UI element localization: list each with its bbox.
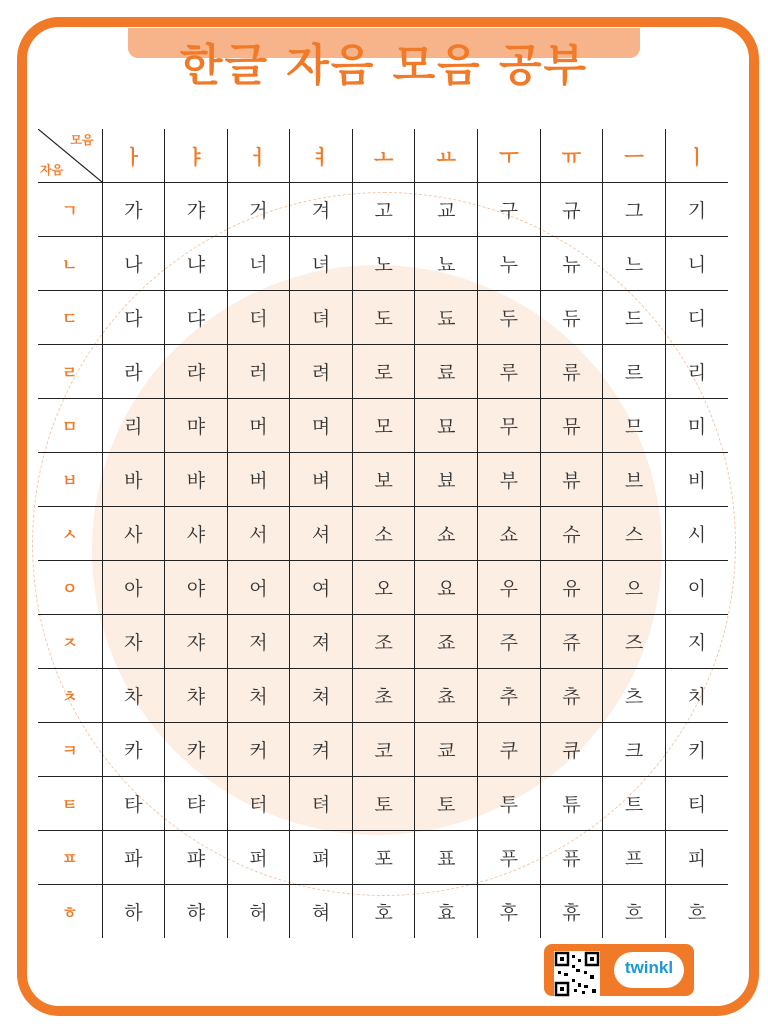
consonant-header: ㄴ: [38, 237, 102, 291]
syllable-cell: 푸: [478, 831, 541, 885]
syllable-cell: 트: [603, 777, 666, 831]
syllable-cell: 허: [227, 885, 290, 939]
syllable-cell: 카: [102, 723, 165, 777]
page-title: 한글 자음 모음 공부: [180, 40, 588, 91]
syllable-cell: 켜: [290, 723, 353, 777]
consonant-header: ㅎ: [62, 903, 78, 922]
syllable-cell: 뉴: [540, 237, 603, 291]
syllable-cell: 다: [102, 291, 165, 345]
syllable-cell: 탸: [165, 777, 228, 831]
vowel-header: ㅜ: [478, 129, 541, 183]
syllable-row: [38, 831, 728, 885]
syllable-cell: 갸: [165, 183, 228, 237]
syllable-cell: 캬: [165, 723, 228, 777]
syllable-cell: 츄: [540, 669, 603, 723]
syllable-cell: 흐: [665, 885, 728, 939]
syllable-row: [38, 183, 728, 237]
consonant-header: ㅈ: [38, 615, 102, 669]
syllable-cell: 가: [102, 183, 165, 237]
syllable-cell: 호: [352, 885, 415, 939]
syllable-cell: 보: [352, 453, 415, 507]
syllable-cell: 튜: [540, 777, 603, 831]
syllable-cell: 로: [352, 345, 415, 399]
syllable-cell: 무: [478, 399, 541, 453]
syllable-cell: 먀: [165, 399, 228, 453]
syllable-cell: 치: [665, 669, 728, 723]
vowel-axis-label: 모음: [70, 133, 94, 147]
syllable-cell: 뱌: [165, 453, 228, 507]
syllable-cell: 터: [227, 777, 290, 831]
syllable-cell: 르: [603, 345, 666, 399]
syllable-cell: 누: [478, 237, 541, 291]
syllable-row: [38, 777, 728, 831]
syllable-cell: 뵤: [415, 453, 478, 507]
syllable-cell: 그: [603, 183, 666, 237]
syllable-cell: 파: [102, 831, 165, 885]
syllable-cell: 므: [603, 399, 666, 453]
syllable-cell: 자: [102, 615, 165, 669]
consonant-header: ㄹ: [38, 345, 102, 399]
syllable-cell: 휴: [540, 885, 603, 939]
syllable-cell: 샤: [165, 507, 228, 561]
syllable-cell: 혀: [290, 885, 353, 939]
consonant-header: ㅇ: [38, 561, 102, 615]
syllable-cell: 기: [665, 183, 728, 237]
vowel-header: ㅗ: [352, 129, 415, 183]
syllable-cell: 랴: [165, 345, 228, 399]
syllable-cell: 러: [227, 345, 290, 399]
corner-cell: [38, 129, 102, 183]
syllable-cell: 사: [102, 507, 165, 561]
syllable-cell: 슈: [540, 507, 603, 561]
syllable-cell: 묘: [415, 399, 478, 453]
syllable-cell: 리: [102, 399, 165, 453]
syllable-cell: 큐: [540, 723, 603, 777]
syllable-cell: 라: [102, 345, 165, 399]
syllable-cell: 크: [603, 723, 666, 777]
syllable-cell: 셔: [290, 507, 353, 561]
syllable-cell: 우: [478, 561, 541, 615]
syllable-cell: 루: [478, 345, 541, 399]
consonant-header: ㄱ: [38, 183, 102, 237]
syllable-row: [38, 507, 728, 561]
syllable-cell: 퍼: [227, 831, 290, 885]
syllable-cell: 뮤: [540, 399, 603, 453]
syllable-row: [38, 453, 728, 507]
syllable-cell: 리: [665, 345, 728, 399]
syllable-cell: 비: [665, 453, 728, 507]
syllable-cell: 머: [227, 399, 290, 453]
syllable-row: [38, 669, 728, 723]
syllable-cell: 거: [227, 183, 290, 237]
syllable-cell: 쿠: [478, 723, 541, 777]
syllable-cell: 됴: [415, 291, 478, 345]
syllable-row: [38, 345, 728, 399]
syllable-cell: 키: [665, 723, 728, 777]
syllable-cell: 즈: [603, 615, 666, 669]
consonant-header: ㅍ: [38, 831, 102, 885]
syllable-cell: 차: [102, 669, 165, 723]
syllable-cell: 흐: [603, 885, 666, 939]
syllable-cell: 댜: [165, 291, 228, 345]
syllable-cell: 야: [165, 561, 228, 615]
vowel-header: ㅕ: [290, 129, 353, 183]
syllable-cell: 뷰: [540, 453, 603, 507]
syllable-cell: 여: [290, 561, 353, 615]
syllable-cell: 조: [352, 615, 415, 669]
syllable-cell: 녀: [290, 237, 353, 291]
syllable-cell: 겨: [290, 183, 353, 237]
syllable-cell: 뇨: [415, 237, 478, 291]
syllable-row: [38, 237, 728, 291]
syllable-cell: 바: [102, 453, 165, 507]
syllable-cell: 드: [603, 291, 666, 345]
syllable-cell: 햐: [165, 885, 228, 939]
syllable-cell: 텨: [290, 777, 353, 831]
vowel-header: ㅠ: [540, 129, 603, 183]
syllable-cell: 죠: [415, 615, 478, 669]
syllable-cell: 저: [227, 615, 290, 669]
syllable-cell: 오: [352, 561, 415, 615]
syllable-cell: 디: [665, 291, 728, 345]
syllable-cell: 퓨: [540, 831, 603, 885]
syllable-row: [38, 723, 728, 777]
syllable-cell: 쇼: [478, 507, 541, 561]
syllable-cell: 구: [478, 183, 541, 237]
syllable-cell: 챠: [165, 669, 228, 723]
qr-code-icon: [554, 951, 600, 997]
syllable-cell: 버: [227, 453, 290, 507]
header-row: [38, 129, 728, 183]
syllable-cell: 효: [415, 885, 478, 939]
syllable-cell: 교: [415, 183, 478, 237]
syllable-cell: 초: [352, 669, 415, 723]
syllable-cell: 이: [665, 561, 728, 615]
syllable-cell: 투: [478, 777, 541, 831]
consonant-header: ㅋ: [38, 723, 102, 777]
consonant-header: ㄷ: [38, 291, 102, 345]
vowel-header: ㅛ: [415, 129, 478, 183]
syllable-cell: 려: [290, 345, 353, 399]
syllable-row: [38, 885, 728, 939]
vowel-header: ㅡ: [603, 129, 666, 183]
syllable-cell: 아: [102, 561, 165, 615]
syllable-cell: 듀: [540, 291, 603, 345]
syllable-cell: 코: [352, 723, 415, 777]
syllable-cell: 표: [415, 831, 478, 885]
syllable-cell: 하: [102, 885, 165, 939]
consonant-axis-label: 자음: [40, 163, 64, 177]
syllable-cell: 두: [478, 291, 541, 345]
consonant-header: ㅁ: [38, 399, 102, 453]
syllable-cell: 쿄: [415, 723, 478, 777]
syllable-cell: 시: [665, 507, 728, 561]
syllable-cell: 소: [352, 507, 415, 561]
syllable-cell: 규: [540, 183, 603, 237]
consonant-header: ㅌ: [38, 777, 102, 831]
syllable-cell: 쳐: [290, 669, 353, 723]
syllable-cell: 니: [665, 237, 728, 291]
syllable-cell: 쟈: [165, 615, 228, 669]
vowel-header: ㅏ: [102, 129, 165, 183]
syllable-row: [38, 291, 728, 345]
syllable-cell: 프: [603, 831, 666, 885]
syllable-cell: 토: [415, 777, 478, 831]
syllable-cell: 더: [227, 291, 290, 345]
syllable-cell: 료: [415, 345, 478, 399]
syllable-cell: 고: [352, 183, 415, 237]
syllable-cell: 쇼: [415, 507, 478, 561]
syllable-cell: 후: [478, 885, 541, 939]
syllable-cell: 벼: [290, 453, 353, 507]
syllable-row: [38, 399, 728, 453]
consonant-header: ㅊ: [38, 669, 102, 723]
twinkl-logo-text: twinkl: [624, 958, 674, 977]
syllable-cell: 퍄: [165, 831, 228, 885]
syllable-cell: 노: [352, 237, 415, 291]
syllable-cell: 브: [603, 453, 666, 507]
syllable-cell: 으: [603, 561, 666, 615]
consonant-header: ㅅ: [38, 507, 102, 561]
syllable-cell: 포: [352, 831, 415, 885]
syllable-cell: 티: [665, 777, 728, 831]
syllable-cell: 펴: [290, 831, 353, 885]
syllable-cell: 추: [478, 669, 541, 723]
syllable-row: [38, 615, 728, 669]
vowel-header: ㅓ: [227, 129, 290, 183]
syllable-cell: 서: [227, 507, 290, 561]
vowel-header: ㅣ: [665, 129, 728, 183]
syllable-cell: 커: [227, 723, 290, 777]
syllable-cell: 모: [352, 399, 415, 453]
syllable-cell: 츠: [603, 669, 666, 723]
syllable-cell: 요: [415, 561, 478, 615]
syllable-cell: 류: [540, 345, 603, 399]
consonant-header: ㅂ: [38, 453, 102, 507]
syllable-cell: 쥬: [540, 615, 603, 669]
syllable-cell: 처: [227, 669, 290, 723]
syllable-cell: 지: [665, 615, 728, 669]
syllable-cell: 스: [603, 507, 666, 561]
syllable-cell: 부: [478, 453, 541, 507]
syllable-cell: 져: [290, 615, 353, 669]
syllable-cell: 나: [102, 237, 165, 291]
syllable-cell: 유: [540, 561, 603, 615]
syllable-cell: 타: [102, 777, 165, 831]
syllable-cell: 며: [290, 399, 353, 453]
syllable-cell: 미: [665, 399, 728, 453]
syllable-cell: 어: [227, 561, 290, 615]
syllable-row: [38, 561, 728, 615]
syllable-cell: 도: [352, 291, 415, 345]
vowel-header: ㅑ: [165, 129, 228, 183]
syllable-cell: 주: [478, 615, 541, 669]
syllable-cell: 피: [665, 831, 728, 885]
hangul-chart-table: [38, 129, 728, 938]
syllable-cell: 쵸: [415, 669, 478, 723]
syllable-cell: 뎌: [290, 291, 353, 345]
syllable-cell: 느: [603, 237, 666, 291]
syllable-cell: 냐: [165, 237, 228, 291]
syllable-cell: 너: [227, 237, 290, 291]
syllable-cell: 토: [352, 777, 415, 831]
